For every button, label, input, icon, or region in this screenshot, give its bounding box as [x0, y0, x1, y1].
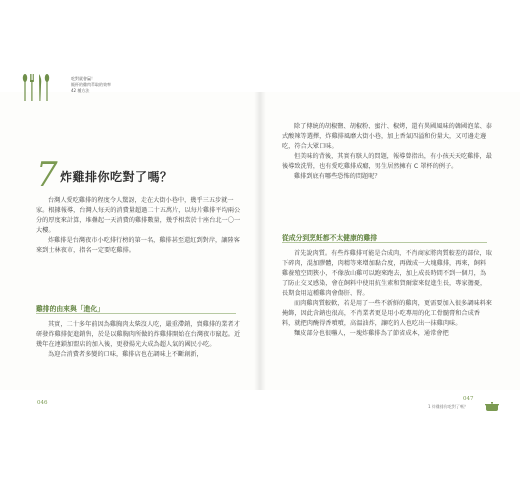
- section-divider: [36, 313, 236, 314]
- page-number: 047: [463, 396, 474, 402]
- paragraph: 但美味的背後，其實有駭人的問題，報導曾指出，有小孩天天吃雞排，最後導致洗腎，也有愛吃雞排成癮，男生居然擁有 C 罩杯的例子。: [282, 153, 492, 170]
- series-line: 飯杯的雞肉萃取的效率: [71, 82, 111, 87]
- paragraph: 雞排到底有哪些恐怖的問題呢？: [294, 173, 381, 180]
- section-title: 雞排的由來與「進化」: [36, 305, 104, 313]
- section-text: [36, 320, 241, 360]
- pot-icon: [484, 400, 500, 412]
- chapter-number: 7: [36, 155, 58, 195]
- page-number: 046: [37, 400, 48, 406]
- chapter-title: 炸雞排你吃對了嗎？: [60, 170, 173, 184]
- section-title: 從成分到烹飪都不太健康的雞排: [282, 234, 378, 242]
- series-line: 42 種方法: [71, 88, 90, 93]
- utensils-icon: [21, 73, 61, 103]
- series-line: 吃對就會贏！: [71, 76, 95, 81]
- paragraph: 除了傳統的胡椒鹽、胡椒粉、蜜汁、椒烤，還有異國風味的韓國泡菜、泰式酸辣等選擇，炸雞排風靡大街小巷，加上香氣四溢和份量大，又可邊走邊吃，符合大眾口味。: [282, 123, 492, 150]
- paragraph: 首先說肉質。有些炸雞排可能是合成肉，不肖商家將肉質較差的部位，取下碎肉，混加膠體，肉精等來增加黏合度，再做成一大塊雞排，再來，飼料雞養殖空間狹小，不像放山雞可以跑來跑去，加上成長時間不到一個月，為了防止交叉感染，會在飼料中使用抗生素和賀爾蒙來促進生長，專家擔憂，長期食用這種雞肉會傷肝、腎。: [282, 250, 492, 297]
- running-head: 1 炸雞排你吃對了嗎？: [428, 404, 468, 409]
- paragraph: 其實，二十多年前因為雞胸肉太柴沒人吃，嚴重滯銷，賣雞排的業者才研發炸雞排促進銷售，於是以雞胸肉所做的炸雞排開始在台灣夜市竄起。近幾年在連鎖加盟店的加入後，更發揚光大成為超人氣的國民小吃。: [36, 321, 241, 348]
- paragraph: 為迎合消費者多變的口味，雞排店也在調味上不斷創新，: [48, 351, 203, 358]
- section-divider: [282, 242, 487, 243]
- paragraph: 而肉雞肉質較軟，若是用了一些不新鮮的雞肉，更需要加入很多調味料來掩飾，因此含鈉也很高，不肖業者更是用小吃專用的化工骨髓膏和合成香料，就把肉醃得香噴噴，高溫油炸，讓吃的人也吃出一抹雞肉味。: [282, 300, 492, 327]
- section-text: [282, 249, 492, 339]
- paragraph: 炸雞排是台灣夜市小吃排行榜的第一名，雞排甚至還紅到對岸，讓陸客來到士林夜市，指名一定要吃雞排。: [36, 237, 240, 254]
- paragraph: 麵皮部分也很嚇人，一塊炸雞排為了節省成本，通常會把: [294, 330, 449, 337]
- paragraph: 台灣人愛吃雞排的程度令人驚訝，走在大街小巷中，幾乎三五步就一家。根據報導，台灣人每天的消費量超過二十五萬片，以每片雞排平均兩公分的厚度來計算，堆疊起一天消費的雞排數量，幾乎相當於十座台北一〇一大樓。: [36, 197, 241, 234]
- book-gutter: [254, 92, 266, 390]
- series-title: [71, 76, 111, 94]
- intro-text: [36, 196, 241, 256]
- top-text: [282, 122, 492, 182]
